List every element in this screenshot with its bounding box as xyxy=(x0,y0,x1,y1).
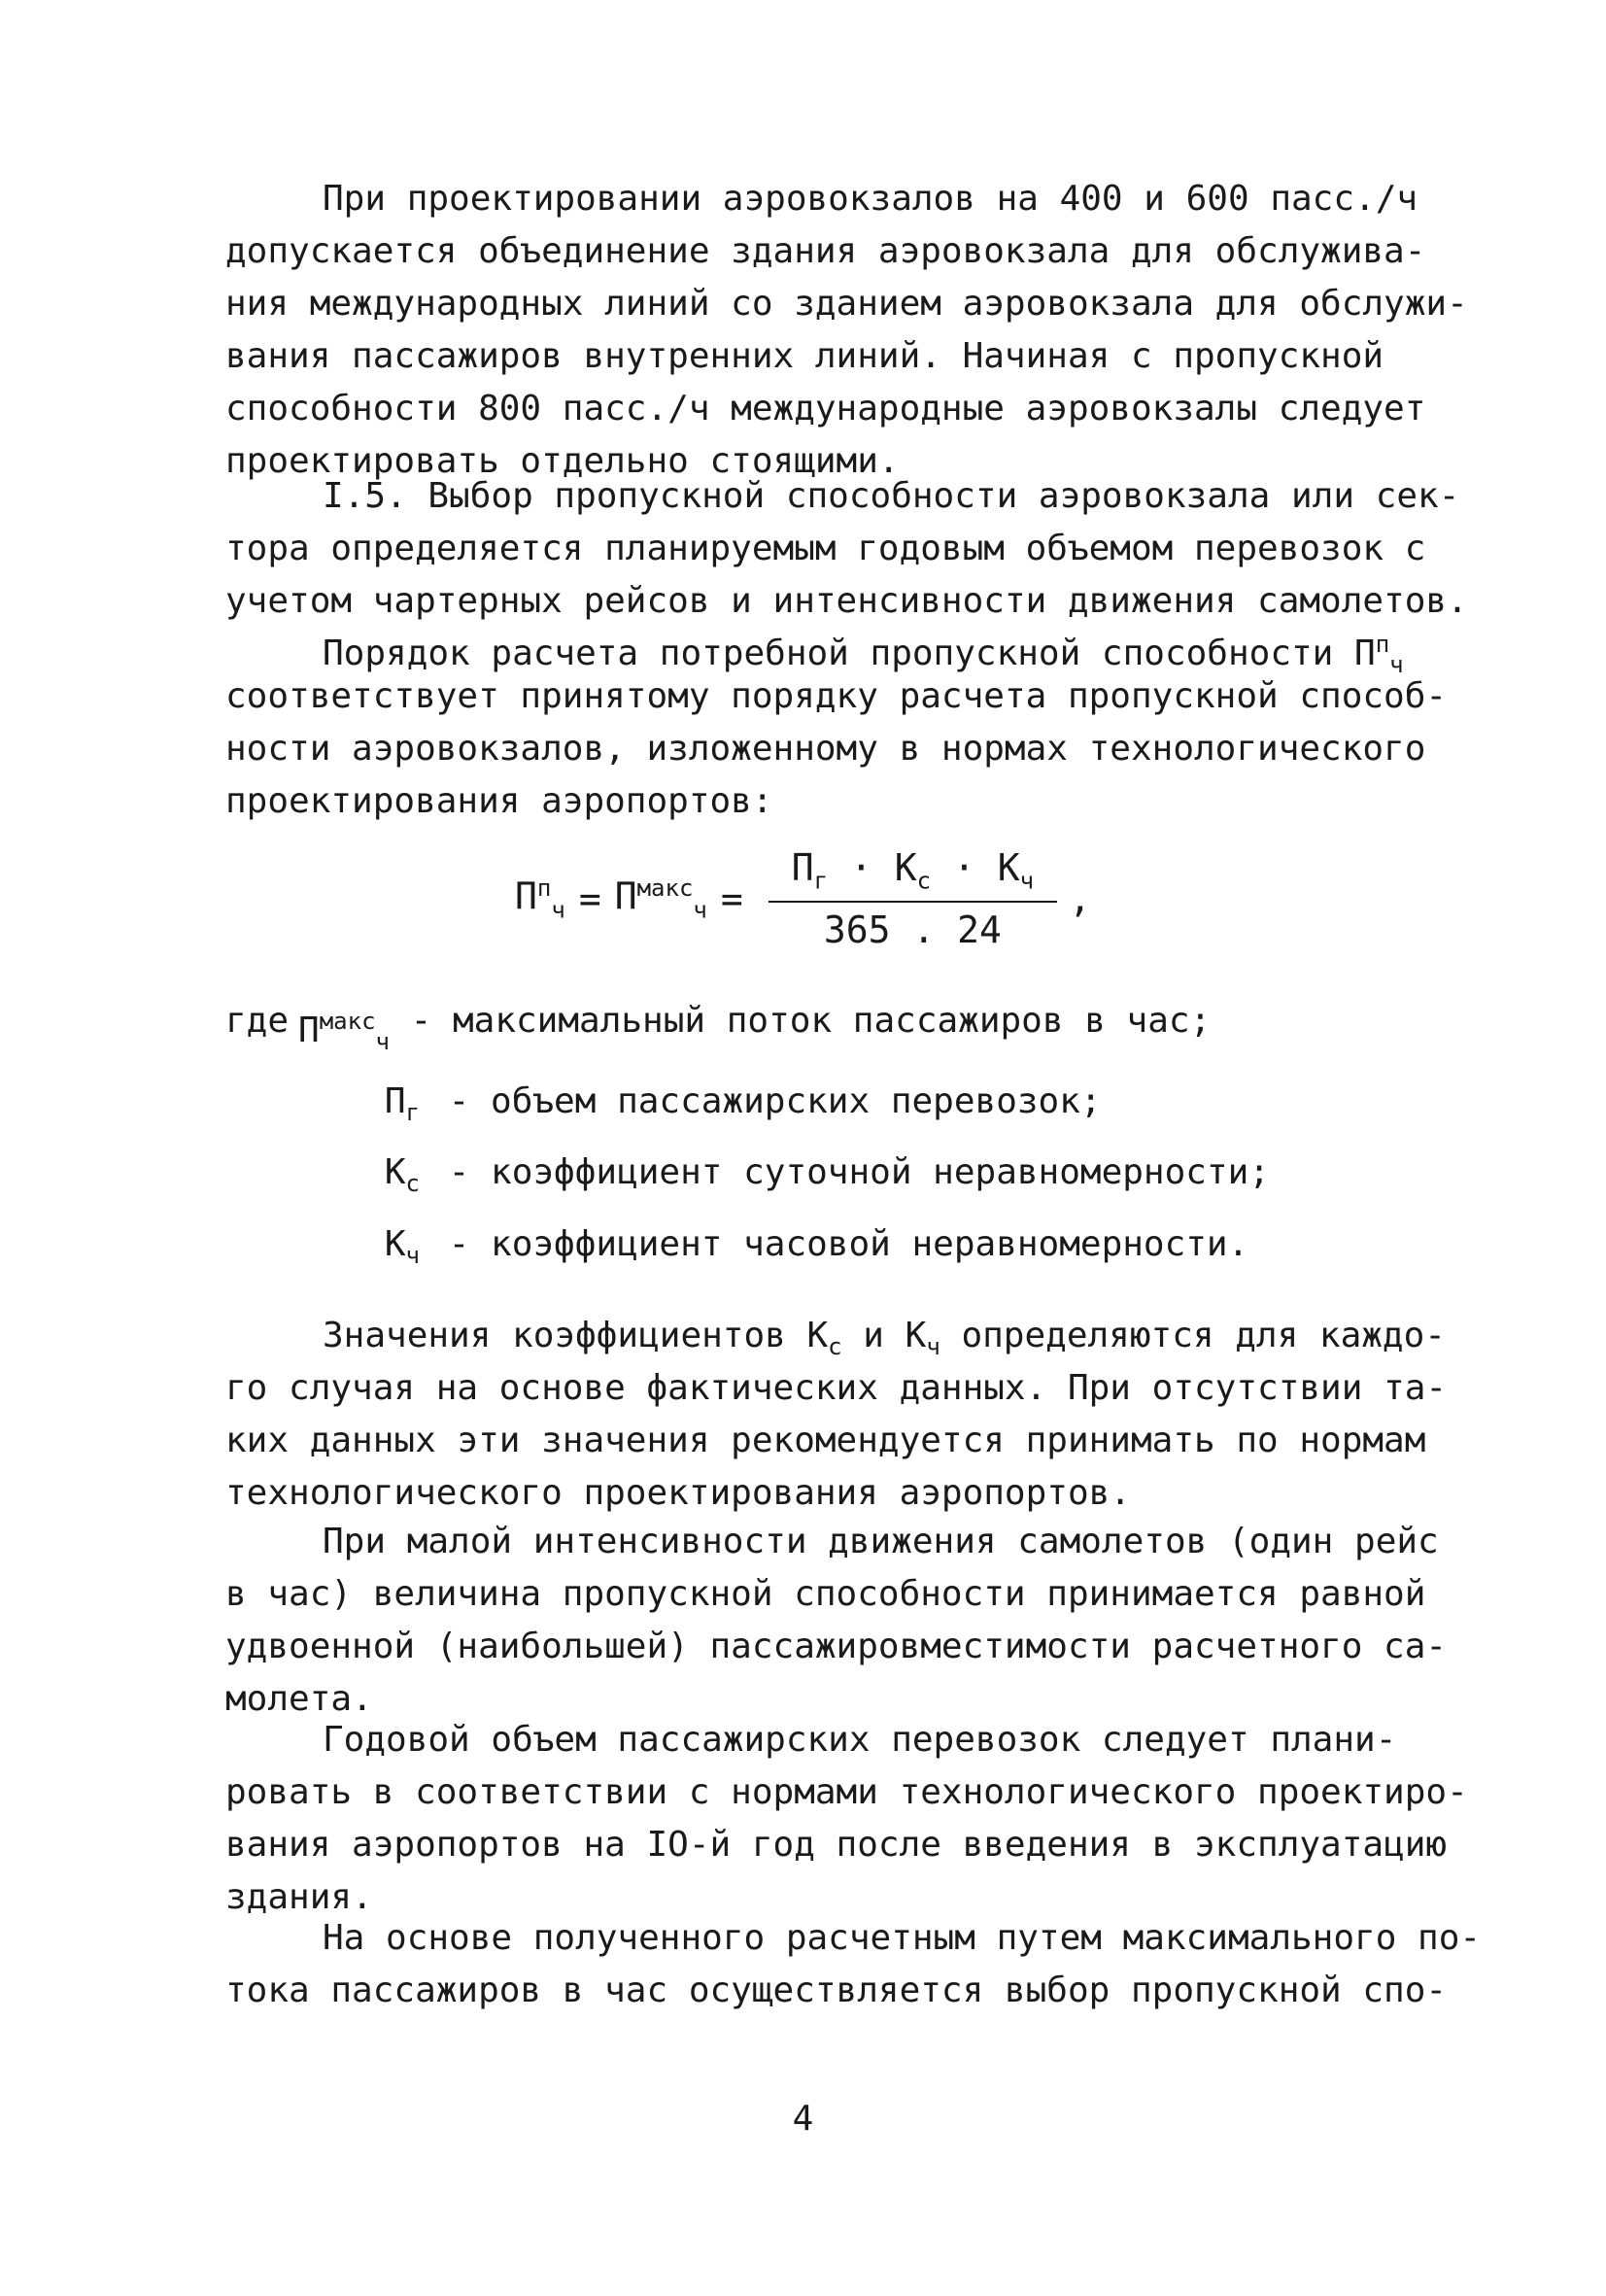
definition-row xyxy=(225,1215,1270,1285)
symbol: П xyxy=(791,846,814,890)
symbol: К xyxy=(997,846,1020,890)
subscript: ч xyxy=(926,1333,940,1361)
text-line: го случая на основе фактических данных. При отсутствии та- xyxy=(225,1368,1448,1408)
text-line: ности аэровокзалов, изложенному в нормах технологического xyxy=(225,729,1426,769)
symbol: П xyxy=(614,874,637,918)
definition-text: - максимальный поток пассажиров в час; xyxy=(389,1001,1212,1041)
subscript: ч xyxy=(1019,867,1035,895)
text-line: ния международных линий со зданием аэровокзала для обслужи- xyxy=(225,284,1468,324)
definition-lead: где xyxy=(225,1001,290,1041)
text-line: вания пассажиров внутренних линий. Начиная с пропускной xyxy=(225,336,1384,376)
subscript: г xyxy=(813,867,829,895)
text-run: определяются для каждо- xyxy=(940,1316,1446,1355)
definition-row xyxy=(225,1143,1270,1214)
formula xyxy=(0,836,1606,962)
subscript: г xyxy=(405,1099,420,1127)
subscript: ч xyxy=(405,1241,420,1269)
comma: , xyxy=(1069,877,1091,920)
subscript: ч xyxy=(693,896,707,924)
equals-sign: = xyxy=(720,877,743,920)
text-line: При малой интенсивности движения самолетов (один рейс xyxy=(323,1522,1439,1561)
symbol: П xyxy=(515,874,537,918)
definition-row xyxy=(225,1072,1270,1143)
text-line: проектировать отдельно стоящими. xyxy=(225,441,900,481)
formula-mid xyxy=(615,874,707,923)
definition-text: - коэффициент суточной неравномерности; xyxy=(427,1152,1270,1193)
text-line: учетом чартерных рейсов и интенсивности движения самолетов. xyxy=(225,581,1468,621)
formula-lhs xyxy=(515,874,565,923)
paragraph-7 xyxy=(225,1912,1482,2017)
definition-symbol xyxy=(225,1143,427,1214)
symbol: К xyxy=(894,846,917,890)
symbol: П xyxy=(298,1011,320,1050)
definition-symbol xyxy=(298,991,390,1072)
subscript: ч xyxy=(375,1028,390,1056)
subscript: с xyxy=(405,1170,420,1198)
text-run: Значения коэффициентов К xyxy=(323,1316,829,1355)
text-line: проектирования аэропортов: xyxy=(225,781,773,821)
text-line: I.5. Выбор пропускной способности аэровокзала или сек- xyxy=(323,476,1460,516)
text-line: тора определяется планируемым годовым объемом перевозок с xyxy=(225,529,1426,568)
paragraph-6 xyxy=(225,1714,1468,1924)
paragraph-1 xyxy=(225,173,1468,488)
text-line: ких данных эти значения рекомендуется принимать по нормам xyxy=(225,1421,1426,1460)
superscript: п xyxy=(1375,631,1390,658)
symbol: К xyxy=(384,1223,406,1264)
definition-symbol xyxy=(225,1215,427,1285)
paragraph-2 xyxy=(225,470,1468,628)
equals-sign: = xyxy=(578,877,601,920)
paragraph-3 xyxy=(225,618,1448,828)
text-line: вания аэропортов на IO-й год после введения в эксплуатацию xyxy=(225,1825,1448,1865)
text-line: Годовой объем пассажирских перевозок следует плани- xyxy=(323,1720,1397,1760)
definition-row xyxy=(225,991,1270,1072)
text-line: удвоенной (наибольшей) пассажировместимости расчетного са- xyxy=(225,1627,1448,1666)
page-number: 4 xyxy=(792,2099,814,2139)
text-line: тока пассажиров в час осуществляется выбор пропускной спо- xyxy=(225,1970,1448,2010)
fraction xyxy=(769,846,1057,951)
definition-symbol xyxy=(225,1072,427,1143)
text-line: допускается объединение здания аэровокзала для обслужива- xyxy=(225,231,1426,271)
text-line xyxy=(225,618,1411,679)
paragraph-5 xyxy=(225,1516,1448,1726)
text-line: ровать в соответствии с нормами технологического проектиро- xyxy=(225,1772,1468,1812)
subscript: ч xyxy=(551,896,565,924)
text-line: молета. xyxy=(225,1679,373,1719)
fraction-denominator: 365 . 24 xyxy=(823,908,1002,951)
text-line: здания. xyxy=(225,1877,373,1917)
superscript: п xyxy=(536,874,552,902)
text-line: технологического проектирования аэропортов. xyxy=(225,1473,1131,1513)
definitions xyxy=(225,991,1270,1285)
definition-text: - коэффициент часовой неравномерности. xyxy=(427,1223,1249,1264)
symbol: П xyxy=(384,1081,406,1122)
definition-text: - объем пассажирских перевозок; xyxy=(427,1081,1102,1122)
text-line xyxy=(225,1310,1446,1362)
paragraph-4 xyxy=(225,1310,1448,1520)
dot-operator: · xyxy=(828,846,895,890)
dot-operator: · xyxy=(931,846,998,890)
subscript: с xyxy=(916,867,932,895)
symbol: К xyxy=(384,1152,406,1193)
text-line: способности 800 пасс./ч международные аэровокзалы следует xyxy=(225,389,1426,428)
text-line: При проектировании аэровокзалов на 400 и 600 пасс./ч xyxy=(323,179,1418,219)
text-run: и К xyxy=(841,1316,927,1355)
text-run: Порядок расчета потребной пропускной способности П xyxy=(323,634,1376,673)
superscript: макс xyxy=(636,874,694,902)
subscript: с xyxy=(828,1333,842,1361)
superscript: макс xyxy=(319,1008,376,1035)
text-line: соответствует принятому порядку расчета пропускной способ- xyxy=(225,676,1448,716)
fraction-numerator xyxy=(769,846,1057,903)
subscript: ч xyxy=(1389,651,1404,679)
text-line: в час) величина пропускной способности принимается равной xyxy=(225,1574,1426,1614)
text-line: На основе полученного расчетным путем максимального по- xyxy=(323,1918,1482,1958)
